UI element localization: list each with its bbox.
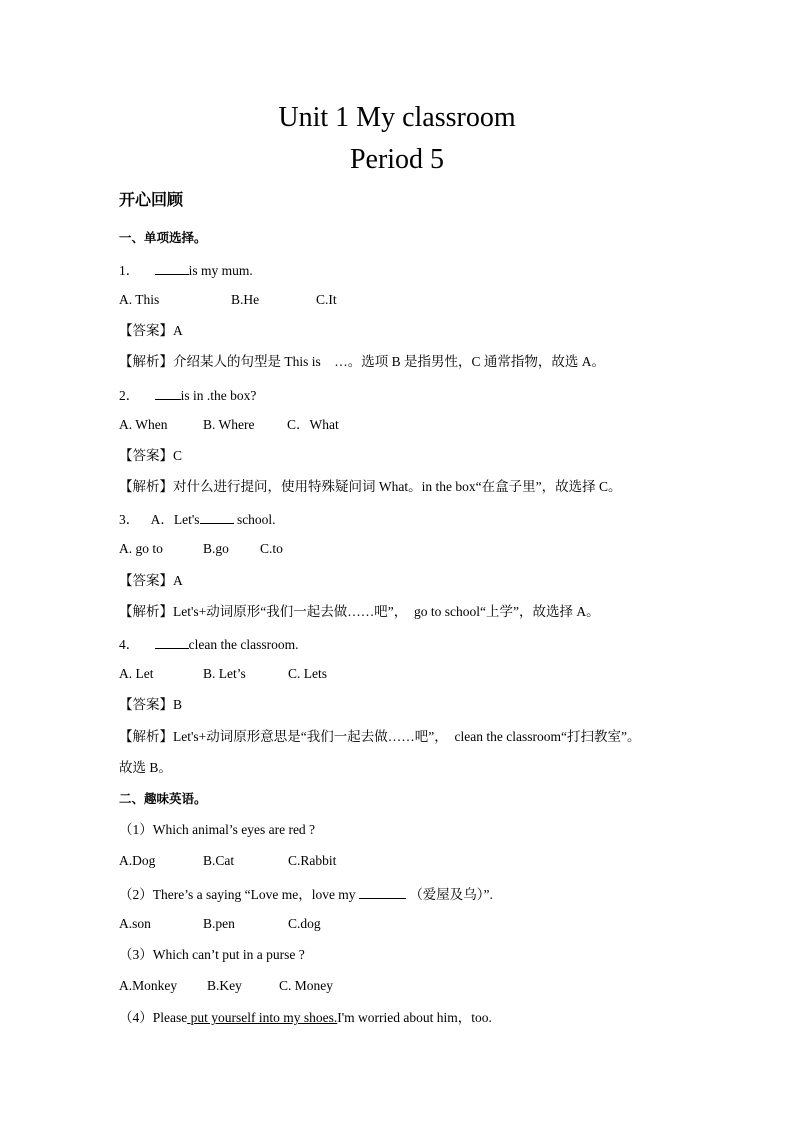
option-c: C. Lets bbox=[288, 666, 327, 681]
answer-1: 【答案】A bbox=[119, 323, 183, 338]
question-2 bbox=[119, 385, 256, 405]
answer-blank bbox=[155, 385, 181, 400]
fun-question-3-options bbox=[119, 977, 333, 995]
question-2-text: is in .the box? bbox=[180, 388, 257, 403]
analysis-4-continued: 故选 B。 bbox=[119, 760, 172, 775]
option-b: B.go bbox=[203, 541, 229, 556]
option-b: B.He bbox=[231, 292, 260, 307]
question-2-options bbox=[119, 416, 339, 434]
answer-blank bbox=[155, 634, 189, 649]
fun-question-4-text-after: I'm worried about him，too. bbox=[337, 1010, 492, 1025]
option-c: C.It bbox=[316, 292, 337, 307]
unit-title: Unit 1 My classroom bbox=[278, 102, 516, 133]
option-c: C.dog bbox=[288, 916, 321, 931]
fun-question-4 bbox=[119, 1009, 492, 1027]
option-b: B.pen bbox=[203, 916, 235, 931]
answer-3: 【答案】A bbox=[119, 573, 183, 588]
fun-question-4-text-before: （4）Please bbox=[119, 1010, 188, 1025]
period-title: Period 5 bbox=[349, 144, 445, 175]
part2-heading: 二、趣味英语。 bbox=[119, 791, 207, 806]
answer-blank bbox=[200, 509, 234, 524]
question-3-options bbox=[119, 540, 283, 558]
question-3-number: 3． bbox=[119, 512, 140, 527]
fun-question-2-text-before: （2）There’s a saying “Love me，love my bbox=[119, 887, 359, 902]
question-3-text-before: A．Let's bbox=[150, 512, 200, 527]
part1-heading: 一、单项选择。 bbox=[119, 230, 207, 245]
fun-question-2 bbox=[119, 884, 493, 904]
answer-2: 【答案】C bbox=[119, 448, 183, 463]
option-a: A. This bbox=[119, 292, 160, 307]
analysis-3: 【解析】Let's+动词原形“我们一起去做……吧”， go to school“上学”，故选择 A。 bbox=[119, 604, 600, 619]
answer-blank bbox=[359, 884, 406, 899]
question-1-number: 1． bbox=[119, 263, 140, 278]
option-a: A.Monkey bbox=[119, 978, 178, 993]
option-b: B.Cat bbox=[203, 853, 235, 868]
option-a: A. When bbox=[119, 417, 168, 432]
option-a: A. go to bbox=[119, 541, 163, 556]
fun-question-2-options bbox=[119, 915, 321, 933]
option-b: B.Key bbox=[207, 978, 242, 993]
option-c: C．What bbox=[287, 417, 339, 432]
question-2-number: 2． bbox=[119, 388, 140, 403]
answer-4: 【答案】B bbox=[119, 697, 183, 712]
analysis-1: 【解析】介绍某人的句型是 This is …。选项 B 是指男性，C 通常指物，故选 A。 bbox=[119, 354, 606, 369]
option-b: B. Where bbox=[203, 417, 255, 432]
question-1 bbox=[119, 260, 253, 280]
question-1-text: is my mum. bbox=[188, 263, 253, 278]
question-4-text: clean the classroom. bbox=[188, 637, 299, 652]
fun-question-2-text-after: （爱屋及乌）”. bbox=[405, 887, 493, 902]
option-a: A.son bbox=[119, 916, 151, 931]
answer-blank bbox=[155, 260, 189, 275]
option-a: A.Dog bbox=[119, 853, 156, 868]
analysis-2: 【解析】对什么进行提问，使用特殊疑问词 What。in the box“在盒子里”，故选择 C。 bbox=[119, 479, 622, 494]
section-heading: 开心回顾 bbox=[119, 190, 184, 209]
question-1-options bbox=[119, 291, 337, 309]
question-3-text-after: school. bbox=[233, 512, 276, 527]
question-4 bbox=[119, 634, 298, 654]
option-a: A. Let bbox=[119, 666, 154, 681]
option-c: C.Rabbit bbox=[288, 853, 337, 868]
question-4-options bbox=[119, 665, 327, 683]
question-3 bbox=[119, 509, 276, 529]
option-b: B. Let’s bbox=[203, 666, 246, 681]
fun-question-4-underlined-phrase: put yourself into my shoes. bbox=[187, 1010, 338, 1025]
option-c: C.to bbox=[260, 541, 283, 556]
fun-question-1: （1）Which animal’s eyes are red ? bbox=[119, 822, 316, 837]
question-4-number: 4． bbox=[119, 637, 140, 652]
fun-question-3: （3）Which can’t put in a purse ? bbox=[119, 947, 305, 962]
analysis-4: 【解析】Let's+动词原形意思是“我们一起去做……吧”， clean the classroom“打扫教室”。 bbox=[119, 729, 641, 744]
option-c: C. Money bbox=[279, 978, 333, 993]
fun-question-1-options bbox=[119, 852, 336, 870]
